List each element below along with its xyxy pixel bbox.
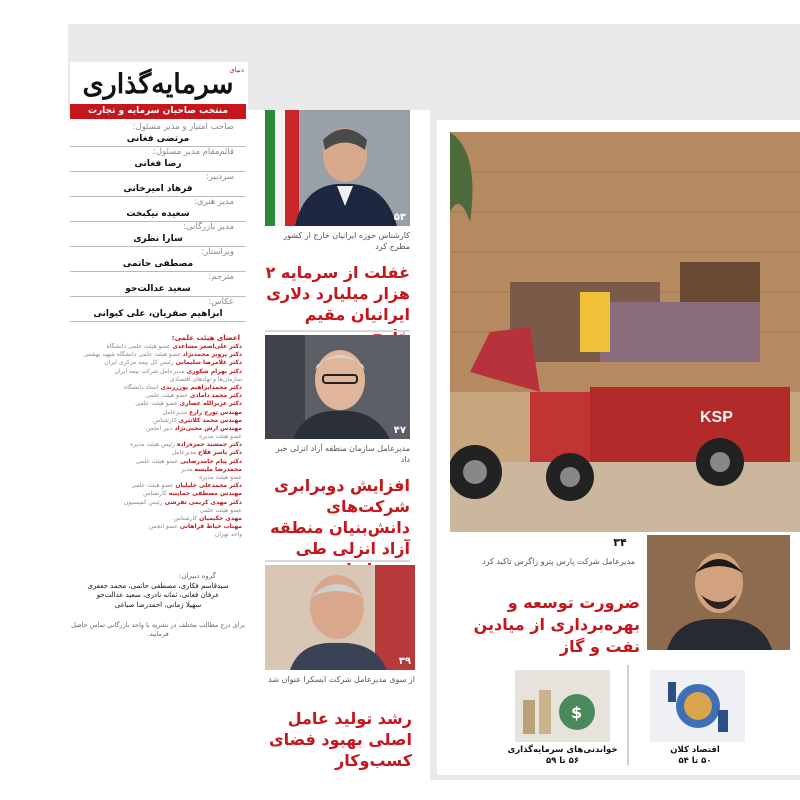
- board-member-desc: مدیرعامل: [162, 408, 188, 416]
- board-member-desc: واحد تهران: [214, 531, 242, 539]
- featured-caption: مدیرعامل شرکت پارس پترو زاگرس تاکید کرد: [482, 557, 635, 566]
- board-member-desc: عضو هیئت علمی: [135, 457, 179, 465]
- board-member-desc: عضو هیئت علمی: [131, 482, 174, 490]
- board-member-row: [70, 531, 246, 539]
- board-member-name: مهتاب خیاط فراهانی: [179, 523, 242, 531]
- board-member-desc: کارشناس: [143, 490, 167, 498]
- staff-role: سردبیر:: [205, 172, 234, 182]
- section-label-macro: [640, 745, 750, 767]
- section-pages: ۵۶ تا ۵۹: [545, 756, 580, 766]
- board-member-name: مهندس محمد کلانتری: [178, 416, 242, 424]
- board-member-row: [70, 499, 246, 507]
- cargo-tricycle-illustration: [450, 132, 800, 532]
- staff-entry: [70, 172, 246, 197]
- board-member-name: دکتر علی‌اصغر مساعدی: [172, 343, 242, 350]
- board-member-name: مهدی حکیمیان: [199, 514, 242, 522]
- article-caption: از سوی مدیرعامل شرکت ایسکرا عنوان شد: [268, 675, 415, 684]
- staff-role: مدیر بازرگانی:: [183, 222, 234, 232]
- advertising-note: برای درج مطالب مختلف در نشریه با واحد بازرگانی تماس حاصل فرمایید.: [71, 621, 245, 638]
- board-member-name: دکتر بهرام شکوری: [186, 367, 242, 375]
- board-member-row: [70, 490, 246, 498]
- article-caption: مدیرعامل سازمان منطقه آزاد انزلی خبر داد: [275, 444, 410, 464]
- tagline-bar: منتخب صاحبان سرمایه و تجارت: [70, 104, 246, 119]
- section-card-investment[interactable]: [515, 670, 610, 742]
- board-member-name: محمدرضا ملیسه: [194, 465, 242, 473]
- board-member-desc: کارشناس: [152, 416, 177, 424]
- board-rows: [70, 343, 246, 540]
- board-member-desc: رئیس کل بیمه مرکزی ایران: [104, 359, 174, 367]
- portrait-illustration: [265, 110, 410, 226]
- page-number: ۵۳: [393, 212, 406, 223]
- staff-entry: [70, 247, 246, 272]
- board-member-row: [70, 474, 246, 482]
- board-member-row: [70, 376, 246, 384]
- section-separator: [627, 665, 629, 765]
- section-title: اقتصاد کلان: [670, 745, 720, 755]
- editors-row: عرفان فغانی، ثمانه نادری، سعید عدالت‌جو: [96, 591, 220, 599]
- board-member-name: مهندس مصطفی حمایتیه: [168, 490, 242, 498]
- board-member-name: دکتر پیام حامدرضایی: [180, 457, 242, 465]
- section-card-macro[interactable]: [650, 670, 745, 742]
- board-member-row: [70, 515, 246, 523]
- board-member-row: [70, 359, 246, 367]
- logo-prefix: دنیای: [229, 66, 244, 74]
- editors-row: سهیلا زمانی، احمدرضا صباغی: [114, 600, 202, 609]
- board-member-row: [70, 523, 246, 531]
- staff-role: قائم‌مقام مدیر مسئول:: [153, 147, 234, 157]
- staff-role: ویراستار:: [201, 247, 234, 257]
- page-number: ۳۹: [398, 656, 411, 667]
- board-member-row: [70, 507, 246, 515]
- board-member-desc: عضو هیئت علمی: [199, 506, 242, 514]
- board-member-desc: عضو هیئت علمی: [145, 392, 188, 400]
- article-photo-iskra[interactable]: [265, 565, 415, 670]
- board-member-row: [70, 441, 246, 449]
- staff-name: سعید عدالت‌جو: [70, 283, 246, 297]
- editors-group: [70, 572, 246, 610]
- board-member-row: [70, 425, 246, 433]
- divider: [265, 560, 410, 562]
- board-member-row: [70, 351, 246, 359]
- article-photo-anzali[interactable]: [265, 335, 410, 439]
- board-member-row: [70, 466, 246, 474]
- board-member-row: [70, 384, 246, 392]
- board-member-row: [70, 368, 246, 376]
- board-member-name: دکتر محمد دامادی: [189, 392, 242, 400]
- board-member-row: [70, 409, 246, 417]
- divider: [265, 330, 410, 332]
- board-member-name: دکتر محمدابراهیم پورزرندی: [160, 383, 242, 391]
- article-headline[interactable]: افزایش دوبرابری شرکت‌های دانش‌بنیان منطقه آزاد انزلی طی: [270, 476, 410, 558]
- board-member-row: [70, 433, 246, 441]
- staff-entry: [70, 222, 246, 247]
- board-member-name: دکتر پرویز محمدنژاد: [182, 351, 242, 359]
- staff-name: مرتضی فغانی: [70, 133, 246, 147]
- staff-entry: [70, 197, 246, 222]
- staff-name: سارا نظری: [70, 233, 246, 247]
- board-member-row: [70, 392, 246, 400]
- portrait-illustration: [265, 335, 410, 439]
- editors-title: گروه دبیران:: [179, 572, 216, 580]
- staff-entry: [70, 122, 246, 147]
- staff-role: مدیر هنری:: [193, 197, 234, 207]
- staff-role: مترجم:: [208, 272, 234, 282]
- featured-portrait[interactable]: [647, 535, 790, 650]
- board-member-desc: رئیس کمیسیون: [123, 498, 163, 506]
- board-member-name: دکتر یاسر فلاح: [198, 449, 242, 457]
- staff-name: فرهاد امیرخانی: [70, 183, 246, 197]
- featured-page-number: ۳۴: [613, 536, 627, 549]
- svg-text:$: $: [571, 703, 583, 722]
- board-member-desc: عضو هیئت علمی: [135, 400, 178, 408]
- page-number: ۴۷: [393, 425, 406, 436]
- board-member-desc: کارشناس: [173, 514, 198, 522]
- board-member-desc: مدیرعامل: [171, 449, 197, 457]
- board-member-name: دکتر مهدی کریمی تفرشی: [164, 498, 242, 506]
- staff-name: ابراهیم صفریان، علی کیوانی: [70, 308, 246, 322]
- board-member-desc: مدیر: [181, 465, 193, 473]
- board-member-name: دکتر جمشید حمزه‌زاده: [176, 441, 242, 449]
- staff-entry: [70, 272, 246, 297]
- cover-photo-vehicle[interactable]: [450, 132, 800, 532]
- board-member-row: [70, 482, 246, 490]
- board-member-row: [70, 400, 246, 408]
- board-member-name: مهندس آرش محبی‌نژاد: [174, 424, 242, 432]
- staff-entry: [70, 297, 246, 322]
- board-member-row: [70, 343, 246, 351]
- article-photo-official[interactable]: [265, 110, 410, 226]
- investment-reading-icon: [515, 670, 610, 742]
- board-member-row: [70, 417, 246, 425]
- board-member-name: دکتر عزیزالله عصاری: [179, 400, 242, 408]
- section-label-investment: [500, 745, 625, 767]
- staff-role: عکاس:: [208, 297, 234, 307]
- macro-economy-icon: [650, 670, 745, 742]
- article-headline[interactable]: رشد تولید عامل اصلی بهبود فضای کسب‌وکار: [268, 709, 412, 770]
- staff-role: صاحب امتیاز و مدیر مسئول:: [132, 122, 234, 132]
- board-member-name: دکتر محمدعلی خلیلیان: [175, 482, 242, 490]
- magazine-logo: [70, 64, 246, 104]
- staff-name: رضا فغانی: [70, 158, 246, 172]
- board-member-desc: استاد دانشگاه: [124, 383, 159, 391]
- board-member-name: دکتر غلامرضا سلیمانی: [175, 359, 242, 367]
- board-member-desc: دبیر انجمن: [145, 424, 173, 432]
- board-member-desc: عضو هیئت مدیره: [199, 474, 242, 481]
- board-member-desc: عضو هیئت علمی دانشگاه: [106, 343, 171, 350]
- board-member-row: [70, 458, 246, 466]
- board-title: اعضای هیئت علمی:: [171, 334, 240, 342]
- vehicle-plate-text: KSP: [700, 409, 733, 426]
- logo-text: سرمایه‌گذاری: [82, 68, 234, 100]
- staff-list: [70, 122, 246, 322]
- section-pages: ۵۰ تا ۵۴: [678, 756, 712, 766]
- board-member-desc: عضو هیئت علمی دانشگاه شهید بهشتی: [83, 351, 181, 359]
- article-caption: کارشناس حوزه ایرانیان خارج از کشور مطرح کرد: [283, 231, 410, 251]
- section-title: خواندنی‌های سرمایه‌گذاری: [507, 745, 618, 755]
- staff-entry: [70, 147, 246, 172]
- board-member-desc: مدیرعامل شرکت بیمه ایران: [114, 367, 185, 375]
- portrait-illustration: [265, 565, 415, 670]
- staff-name: سعیده نیکبخت: [70, 208, 246, 222]
- portrait-illustration: [647, 535, 790, 650]
- board-member-name: مهندس تورج زارع: [189, 408, 242, 416]
- board-member-desc: سازمان‌ها و نهادهای اقتصادی: [169, 375, 242, 383]
- article-headline[interactable]: غفلت از سرمایه ۲ هزار میلیارد دلاری ایرانیان مقیم: [265, 263, 410, 324]
- featured-headline[interactable]: ضرورت توسعه و بهره‌برداری از میادین نفت و گاز: [473, 593, 640, 656]
- staff-name: مصطفی حاتمی: [70, 258, 246, 272]
- scientific-board: [70, 333, 246, 540]
- board-member-desc: عضو هیئت مدیره: [199, 433, 242, 441]
- board-member-row: [70, 449, 246, 457]
- board-member-desc: رئیس هیئت مدیره: [130, 441, 176, 449]
- board-member-desc: عضو انجمن: [148, 523, 178, 531]
- editors-row: سیدقاسم فکاری، مصطفی حاتمی، محمد جعفری: [87, 581, 229, 590]
